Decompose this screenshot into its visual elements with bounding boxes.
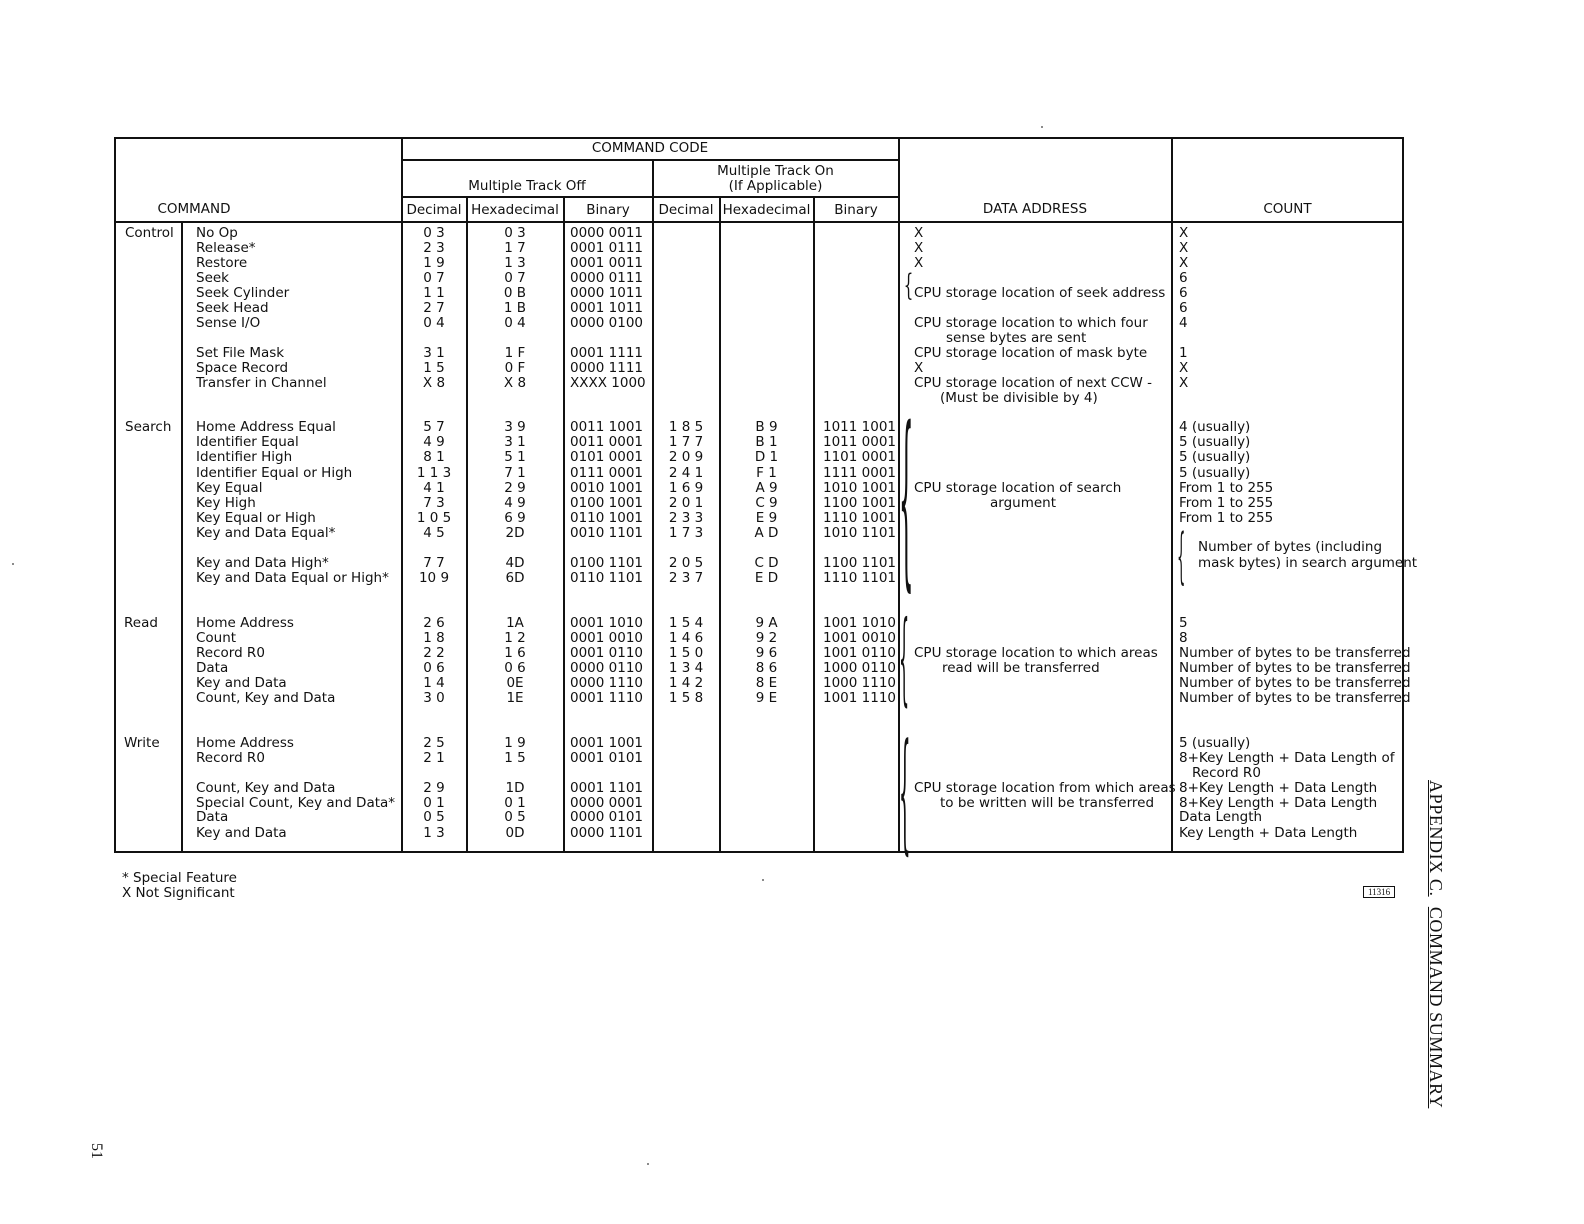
- command-name: Record R0: [196, 750, 265, 766]
- command-name: Identifier Equal: [196, 434, 299, 450]
- binary-off: 0001 1001: [570, 735, 644, 751]
- count: 8+Key Length + Data Length: [1179, 780, 1378, 796]
- hex-off: 0 5: [504, 809, 526, 825]
- count: 8+Key Length + Data Length: [1179, 795, 1378, 811]
- decimal-on: 2 0 1: [668, 495, 704, 511]
- command-name: Special Count, Key and Data*: [196, 795, 396, 811]
- binary-off: 0001 1110: [570, 690, 644, 706]
- count: 1: [1179, 345, 1188, 361]
- binary-off: 0000 0101: [570, 809, 644, 825]
- decimal-off: 2 9: [423, 780, 445, 796]
- data-address: X: [914, 255, 924, 271]
- data-address: X: [914, 240, 924, 256]
- hex-off: 0 3: [504, 225, 526, 241]
- binary-off: 0001 0101: [570, 750, 644, 766]
- decimal-off: 2 3: [423, 240, 445, 256]
- brace-icon: {: [903, 268, 914, 303]
- decimal-on: 1 8 5: [668, 419, 704, 435]
- count: X: [1179, 375, 1189, 391]
- page-number: 51: [88, 1143, 105, 1159]
- decimal-on: 1 4 6: [668, 630, 704, 646]
- decimal-off: 0 4: [423, 315, 445, 331]
- binary-on: 1000 1110: [823, 675, 897, 691]
- hex-off: 0 1: [504, 795, 526, 811]
- hex-on: 8 6: [755, 660, 778, 676]
- binary-on: 1001 0010: [823, 630, 897, 646]
- binary-off: 0110 1001: [570, 510, 644, 526]
- binary-on: 1101 0001: [823, 449, 897, 465]
- binary-off: 0001 1101: [570, 780, 644, 796]
- decimal-off: 1 8: [423, 630, 445, 646]
- binary-off: 0000 0111: [570, 270, 644, 286]
- binary-off: 0001 1111: [570, 345, 644, 361]
- decimal-off: 2 7: [423, 300, 445, 316]
- binary-on: 1110 1101: [823, 570, 897, 586]
- binary-on: 1000 0110: [823, 660, 897, 676]
- hex-off: 1 B: [503, 300, 527, 316]
- command-name: Count, Key and Data: [196, 780, 336, 796]
- data-address: CPU storage location of seek address: [914, 285, 1166, 301]
- hex-off: 1D: [505, 780, 525, 796]
- decimal-on: 2 0 9: [668, 449, 704, 465]
- hex-off: 6D: [505, 570, 525, 586]
- form-number: 11316: [1363, 886, 1395, 898]
- group-label: Search: [125, 419, 172, 435]
- decimal-off: 1 5: [423, 360, 445, 376]
- data-address: to be written will be transferred: [940, 795, 1155, 811]
- decimal-off: 0 3: [423, 225, 445, 241]
- brace-icon: {: [899, 387, 914, 608]
- binary-off: 0010 1001: [570, 480, 644, 496]
- mt-on-header: Multiple Track On: [717, 163, 834, 179]
- brace-icon: {: [1177, 521, 1186, 591]
- decimal-on: 2 0 5: [668, 555, 704, 571]
- command-name: Count: [196, 630, 237, 646]
- count: 6: [1179, 285, 1188, 301]
- binary-off: 0100 1101: [570, 555, 644, 571]
- data-address: CPU storage location of next CCW -: [914, 375, 1153, 391]
- binary-off: 0000 1110: [570, 675, 644, 691]
- hex-off: 2 9: [504, 480, 526, 496]
- command-name: Key and Data High*: [196, 555, 329, 571]
- data-address: CPU storage location to which four: [914, 315, 1148, 331]
- data-address: X: [914, 360, 924, 376]
- decimal-on: 1 6 9: [668, 480, 704, 496]
- hex-off: 1 3: [504, 255, 526, 271]
- count: 5: [1179, 615, 1188, 631]
- hex-on: 9 E: [755, 690, 778, 706]
- count: Number of bytes to be transferred: [1179, 675, 1411, 691]
- command-name: Key and Data: [196, 825, 287, 841]
- data-address: sense bytes are sent: [946, 330, 1087, 346]
- binary-on: 1001 0110: [823, 645, 897, 661]
- count: 5 (usually): [1179, 449, 1251, 465]
- hex-off: 0 6: [504, 660, 526, 676]
- decimal-off: 3 0: [423, 690, 445, 706]
- decimal-off: 0 6: [423, 660, 445, 676]
- decimal-off: 10 9: [418, 570, 450, 586]
- binary-on: 1110 1001: [823, 510, 897, 526]
- hex-off: 1E: [506, 690, 524, 706]
- command-name: Record R0: [196, 645, 265, 661]
- hex-off: 5 1: [504, 449, 526, 465]
- decimal-off: 2 5: [423, 735, 445, 751]
- decimal-on: 1 5 8: [668, 690, 704, 706]
- data-address: CPU storage location to which areas: [914, 645, 1158, 661]
- command-code-header: COMMAND CODE: [591, 140, 709, 156]
- count: Number of bytes to be transferred: [1179, 645, 1411, 661]
- hex-on: E D: [754, 570, 779, 586]
- speck: [1041, 126, 1043, 128]
- command-name: Count, Key and Data: [196, 690, 336, 706]
- binary-off: 0000 0110: [570, 660, 644, 676]
- brace-icon: {: [899, 715, 911, 867]
- divider: [563, 196, 565, 853]
- decimal-on: 1 4 2: [668, 675, 704, 691]
- decimal-off: 1 0 5: [416, 510, 452, 526]
- hex-on: E 9: [755, 510, 778, 526]
- count: Number of bytes (including: [1198, 539, 1383, 555]
- hex-off: 2D: [505, 525, 525, 541]
- decimal-off: 2 1: [423, 750, 445, 766]
- divider: [114, 221, 1404, 223]
- binary-on: 1011 1001: [823, 419, 897, 435]
- decimal-on: 1 7 7: [668, 434, 704, 450]
- decimal-off: 8 1: [423, 449, 445, 465]
- binary-on: 1011 0001: [823, 434, 897, 450]
- binary-off: 0000 1111: [570, 360, 644, 376]
- binary-on: 1001 1010: [823, 615, 897, 631]
- speck: [762, 879, 764, 881]
- divider: [181, 222, 183, 853]
- count: X: [1179, 360, 1189, 376]
- brace-icon: {: [899, 599, 910, 716]
- decimal-off: 3 1: [423, 345, 445, 361]
- hex-on: C 9: [755, 495, 778, 511]
- hex-off: 0 4: [504, 315, 526, 331]
- binary-off: 0011 1001: [570, 419, 644, 435]
- command-name: Release*: [196, 240, 256, 256]
- hex-on: B 1: [755, 434, 778, 450]
- binary-on: 1010 1001: [823, 480, 897, 496]
- decimal-off: X 8: [422, 375, 446, 391]
- binary-off: 0001 0111: [570, 240, 644, 256]
- binary-off: 0011 0001: [570, 434, 644, 450]
- binary-header: Binary: [834, 202, 878, 218]
- command-header: COMMAND: [157, 201, 231, 217]
- decimal-on: 2 4 1: [668, 465, 704, 481]
- decimal-off: 0 5: [423, 809, 445, 825]
- command-name: Key and Data Equal or High*: [196, 570, 389, 586]
- data-address: CPU storage location of mask byte: [914, 345, 1148, 361]
- hex-off: 7 1: [504, 465, 526, 481]
- decimal-off: 1 1 3: [416, 465, 452, 481]
- count: 4 (usually): [1179, 419, 1251, 435]
- data-address: CPU storage location of search: [914, 480, 1122, 496]
- command-name: Key High: [196, 495, 256, 511]
- divider: [813, 196, 815, 853]
- decimal-on: 2 3 7: [668, 570, 704, 586]
- binary-off: 0000 0001: [570, 795, 644, 811]
- count: Data Length: [1179, 809, 1263, 825]
- hex-off: 0 7: [504, 270, 526, 286]
- footnote: X Not Significant: [122, 885, 235, 901]
- hex-off: 0 F: [504, 360, 526, 376]
- command-name: Seek Cylinder: [196, 285, 290, 301]
- command-name: Set File Mask: [196, 345, 285, 361]
- hex-on: F 1: [756, 465, 777, 481]
- data-address-header: DATA ADDRESS: [982, 201, 1088, 217]
- count: Number of bytes to be transferred: [1179, 690, 1411, 706]
- binary-on: 1100 1001: [823, 495, 897, 511]
- binary-on: 1111 0001: [823, 465, 897, 481]
- decimal-off: 0 1: [423, 795, 445, 811]
- hex-off: 6 9: [504, 510, 526, 526]
- divider: [401, 159, 899, 161]
- hex-on: 9 A: [755, 615, 778, 631]
- binary-off: 0101 0001: [570, 449, 644, 465]
- binary-on: 1010 1101: [823, 525, 897, 541]
- command-name: Home Address: [196, 615, 294, 631]
- count: 5 (usually): [1179, 434, 1251, 450]
- decimal-on: 2 3 3: [668, 510, 704, 526]
- binary-off: XXXX 1000: [570, 375, 646, 391]
- hex-on: 9 6: [755, 645, 778, 661]
- count: 8: [1179, 630, 1188, 646]
- count: Key Length + Data Length: [1179, 825, 1358, 841]
- hex-off: 1 5: [504, 750, 526, 766]
- binary-off: 0000 1101: [570, 825, 644, 841]
- count: 8+Key Length + Data Length of: [1179, 750, 1395, 766]
- count: 6: [1179, 270, 1188, 286]
- count: 6: [1179, 300, 1188, 316]
- data-address: (Must be divisible by 4): [940, 390, 1098, 406]
- mt-off-header: Multiple Track Off: [468, 178, 586, 194]
- binary-on: 1100 1101: [823, 555, 897, 571]
- command-name: Identifier High: [196, 449, 293, 465]
- count: 5 (usually): [1179, 465, 1251, 481]
- count: Record R0: [1192, 765, 1261, 781]
- binary-off: 0001 0110: [570, 645, 644, 661]
- command-name: Sense I/O: [196, 315, 261, 331]
- divider: [401, 196, 899, 198]
- hex-off: 4 9: [504, 495, 526, 511]
- binary-off: 0000 0011: [570, 225, 644, 241]
- decimal-off: 7 7: [423, 555, 445, 571]
- decimal-off: 1 1: [423, 285, 445, 301]
- binary-header: Binary: [586, 202, 630, 218]
- decimal-off: 4 9: [423, 434, 445, 450]
- hex-off: 1 9: [504, 735, 526, 751]
- command-name: Seek: [196, 270, 229, 286]
- command-name: Data: [196, 660, 229, 676]
- hex-off: 1 6: [504, 645, 526, 661]
- hex-off: 1 7: [504, 240, 526, 256]
- count: 5 (usually): [1179, 735, 1251, 751]
- speck: [647, 1163, 649, 1165]
- decimal-off: 5 7: [423, 419, 445, 435]
- decimal-header: Decimal: [658, 202, 714, 218]
- decimal-off: 7 3: [423, 495, 445, 511]
- binary-off: 0000 0100: [570, 315, 644, 331]
- count: From 1 to 255: [1179, 495, 1274, 511]
- command-name: Identifier Equal or High: [196, 465, 353, 481]
- binary-off: 0001 0011: [570, 255, 644, 271]
- decimal-on: 1 5 0: [668, 645, 704, 661]
- group-label: Read: [124, 615, 158, 631]
- hex-off: 1 F: [504, 345, 526, 361]
- decimal-off: 4 1: [423, 480, 445, 496]
- command-name: Key Equal or High: [196, 510, 316, 526]
- decimal-on: 1 3 4: [668, 660, 704, 676]
- decimal-off: 2 6: [423, 615, 445, 631]
- count: X: [1179, 225, 1189, 241]
- binary-off: 0001 1010: [570, 615, 644, 631]
- binary-off: 0110 1101: [570, 570, 644, 586]
- count: X: [1179, 240, 1189, 256]
- command-name: Transfer in Channel: [196, 375, 327, 391]
- command-name: Home Address Equal: [196, 419, 336, 435]
- group-label: Control: [125, 225, 174, 241]
- hex-off: 3 1: [504, 434, 526, 450]
- data-address: read will be transferred: [942, 660, 1100, 676]
- group-label: Write: [124, 735, 160, 751]
- binary-off: 0010 1101: [570, 525, 644, 541]
- hex-header: Hexadecimal: [722, 202, 811, 218]
- binary-off: 0111 0001: [570, 465, 644, 481]
- binary-off: 0001 1011: [570, 300, 644, 316]
- command-name: Restore: [196, 255, 248, 271]
- hex-off: 1A: [506, 615, 524, 631]
- side-title: APPENDIX C. COMMAND SUMMARY: [1426, 780, 1446, 1109]
- hex-on: A D: [754, 525, 779, 541]
- hex-off: 3 9: [504, 419, 526, 435]
- count-header: COUNT: [1263, 201, 1312, 217]
- data-address: X: [914, 225, 924, 241]
- count: 4: [1179, 315, 1188, 331]
- binary-on: 1001 1110: [823, 690, 897, 706]
- decimal-on: 1 7 3: [668, 525, 704, 541]
- hex-on: A 9: [755, 480, 778, 496]
- count: From 1 to 255: [1179, 480, 1274, 496]
- hex-on: D 1: [754, 449, 779, 465]
- command-name: Key and Data: [196, 675, 287, 691]
- count: Number of bytes to be transferred: [1179, 660, 1411, 676]
- hex-on: B 9: [755, 419, 778, 435]
- binary-off: 0001 0010: [570, 630, 644, 646]
- divider: [1171, 137, 1173, 853]
- data-address: argument: [990, 495, 1057, 511]
- command-name: Space Record: [196, 360, 289, 376]
- command-name: Seek Head: [196, 300, 269, 316]
- command-name: Data: [196, 809, 229, 825]
- hex-off: 0E: [506, 675, 524, 691]
- binary-off: 0000 1011: [570, 285, 644, 301]
- hex-on: C D: [754, 555, 779, 571]
- decimal-off: 0 7: [423, 270, 445, 286]
- decimal-on: 1 5 4: [668, 615, 704, 631]
- hex-off: 0D: [505, 825, 525, 841]
- command-name: Key and Data Equal*: [196, 525, 336, 541]
- decimal-off: 1 4: [423, 675, 445, 691]
- count: X: [1179, 255, 1189, 271]
- count: From 1 to 255: [1179, 510, 1274, 526]
- hex-header: Hexadecimal: [471, 202, 559, 218]
- hex-on: 9 2: [755, 630, 778, 646]
- decimal-off: 4 5: [423, 525, 445, 541]
- command-name: No Op: [196, 225, 238, 241]
- decimal-off: 1 3: [423, 825, 445, 841]
- count: mask bytes) in search argument: [1198, 555, 1418, 571]
- command-name: Home Address: [196, 735, 294, 751]
- binary-off: 0100 1001: [570, 495, 644, 511]
- hex-off: X 8: [503, 375, 527, 391]
- data-address: CPU storage location from which areas: [914, 780, 1176, 796]
- decimal-off: 1 9: [423, 255, 445, 271]
- command-name: Key Equal: [196, 480, 263, 496]
- hex-off: 0 B: [503, 285, 527, 301]
- decimal-off: 2 2: [423, 645, 445, 661]
- footnote: * Special Feature: [122, 870, 237, 886]
- mt-on-subheader: (If Applicable): [728, 178, 823, 194]
- hex-on: 8 E: [755, 675, 778, 691]
- hex-off: 1 2: [504, 630, 526, 646]
- speck: [12, 563, 14, 565]
- hex-off: 4D: [505, 555, 525, 571]
- decimal-header: Decimal: [406, 202, 462, 218]
